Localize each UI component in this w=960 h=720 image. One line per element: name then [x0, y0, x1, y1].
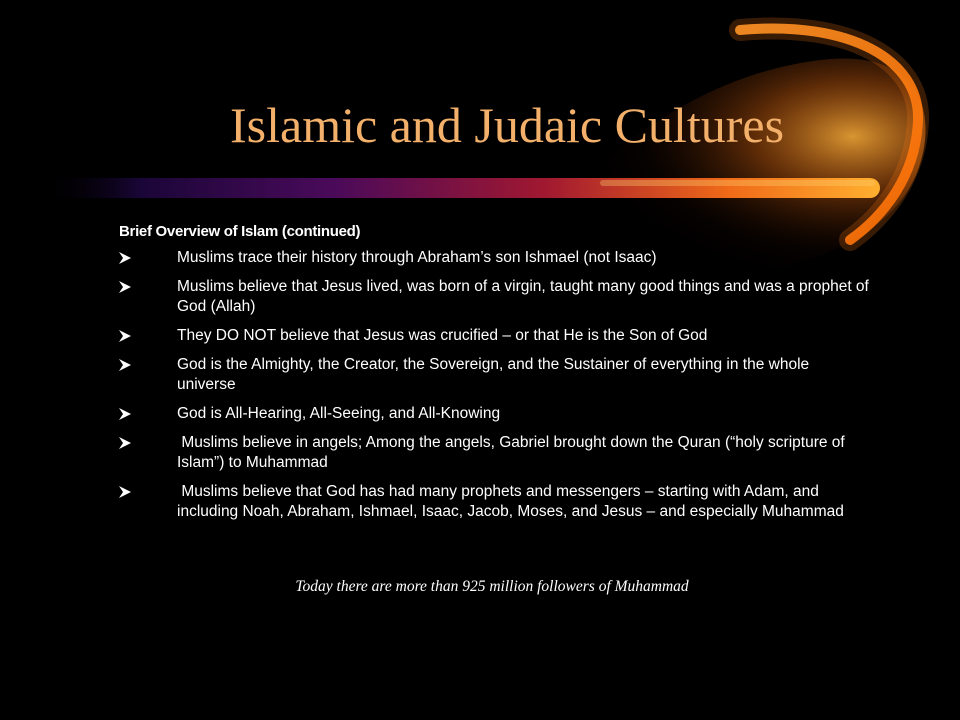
- bullet-text: God is All-Hearing, All-Seeing, and All-Knowing: [177, 405, 501, 422]
- arrowhead-bullet-icon: [118, 358, 132, 372]
- list-item: [118, 404, 878, 424]
- arrowhead-bullet-icon: [118, 251, 132, 265]
- list-item: [118, 248, 878, 268]
- list-item: [118, 277, 878, 317]
- bullet-text: Muslims believe that Jesus lived, was born of a virgin, taught many good things and was a prophet of God (Allah): [177, 278, 869, 315]
- bullet-text: Muslims trace their history through Abraham’s son Ishmael (not Isaac): [177, 249, 657, 266]
- bullet-list: [118, 248, 878, 531]
- arrowhead-bullet-icon: [118, 329, 132, 343]
- slide-subtitle: Brief Overview of Islam (continued): [119, 223, 361, 240]
- arrowhead-bullet-icon: [118, 407, 132, 421]
- bullet-text: Muslims believe that God has had many prophets and messengers – starting with Adam, and including Noah, Abraham, Ishmael, Isaac, Jacob, Moses, and Jesus – and especially Muhammad: [177, 483, 844, 520]
- arrowhead-bullet-icon: [118, 485, 132, 499]
- horizontal-bar-highlight: [600, 180, 875, 186]
- arrowhead-bullet-icon: [118, 280, 132, 294]
- list-item: [118, 482, 878, 522]
- list-item: [118, 433, 878, 473]
- bullet-text: They DO NOT believe that Jesus was crucified – or that He is the Son of God: [177, 327, 708, 344]
- arrowhead-bullet-icon: [118, 436, 132, 450]
- list-item: [118, 326, 878, 346]
- list-item: [118, 355, 878, 395]
- bullet-text: God is the Almighty, the Creator, the Sovereign, and the Sustainer of everything in the whole universe: [177, 356, 823, 393]
- slide-title: Islamic and Judaic Cultures: [230, 97, 785, 153]
- footer-note: Today there are more than 925 million followers of Muhammad: [295, 578, 689, 595]
- bullet-text: Muslims believe in angels; Among the angels, Gabriel brought down the Quran (“holy scripture of Islam”) to Muhammad: [177, 434, 850, 471]
